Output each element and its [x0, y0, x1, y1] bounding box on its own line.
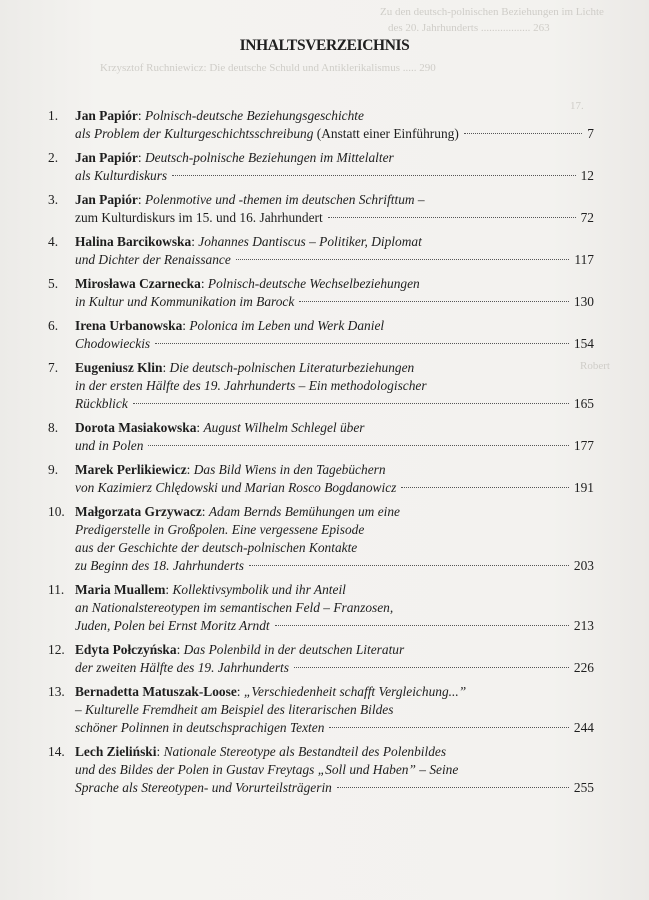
leader-dots: [155, 343, 569, 344]
page-number: 165: [573, 396, 594, 411]
entry-line: Małgorzata Grzywacz: Adam Bernds Bemühungen um eine: [75, 504, 401, 519]
entry-line: [75, 761, 594, 779]
toc-entry: [48, 683, 594, 737]
entry-number: 5.: [48, 276, 59, 291]
entry-body: [75, 107, 594, 143]
entry-title: als Kulturdiskurs: [75, 168, 168, 183]
entry-line: [75, 719, 594, 737]
entry-line: Jan Papiór: Polnisch-deutsche Beziehungsgeschichte: [75, 108, 364, 123]
page-number: 117: [574, 252, 594, 267]
leader-dots: [275, 625, 569, 626]
entry-author: Halina Barcikowska: [75, 234, 192, 249]
entry-line: Edyta Połczyńska: Das Polenbild in der deutschen Literatur: [75, 642, 405, 657]
entry-line: [75, 335, 594, 353]
page-number: 226: [573, 660, 594, 675]
toc-entry: [48, 149, 594, 185]
page-number: 72: [580, 210, 594, 225]
entry-title: Deutsch-polnische Beziehungen im Mittelalter: [144, 150, 394, 165]
entry-title: Die deutsch-polnischen Literaturbeziehungen: [169, 360, 415, 375]
page-number: 154: [573, 336, 594, 351]
show-through-text: Robert: [580, 360, 610, 372]
entry-title: August Wilhelm Schlegel über: [203, 420, 365, 435]
entry-line: [75, 521, 594, 539]
leader-dots: [299, 301, 569, 302]
toc-entry: [48, 581, 594, 635]
entry-title: aus der Geschichte der deutsch-polnischen Kontakte: [75, 540, 358, 555]
entry-title: zu Beginn des 18. Jahrhunderts: [75, 558, 244, 573]
page-number: 7: [587, 126, 594, 141]
entry-title: schöner Polinnen in deutschsprachigen Texten: [75, 720, 325, 735]
entry-title: Das Bild Wiens in den Tagebüchern: [193, 462, 386, 477]
entry-title: Polnisch-deutsche Wechselbeziehungen: [207, 276, 420, 291]
entry-title: als Problem der Kulturgeschichtsschreibung: [75, 126, 314, 141]
entry-body: [75, 419, 594, 455]
entry-line: [75, 659, 594, 677]
entry-title: Das Polenbild in der deutschen Literatur: [183, 642, 405, 657]
leader-dots: [236, 259, 570, 260]
entry-line: [75, 125, 594, 143]
entry-title: und in Polen: [75, 438, 144, 453]
toc-entry: [48, 233, 594, 269]
toc-entry: [48, 641, 594, 677]
toc-entry: [48, 191, 594, 227]
entry-author: Jan Papiór: [75, 192, 138, 207]
entry-title: Nationale Stereotype als Bestandteil des Polenbildes: [163, 744, 447, 759]
show-through-text: Zu den deutsch-polnischen Beziehungen im Lichte: [380, 6, 604, 18]
entry-line: Jan Papiór: Polenmotive und -themen im deutschen Schrifttum –: [75, 192, 425, 207]
entry-body: [75, 581, 594, 635]
entry-author: Lech Zieliński: [75, 744, 157, 759]
entry-body: [75, 641, 594, 677]
entry-author: Maria Muallem: [75, 582, 166, 597]
entry-title: Polonica im Leben und Werk Daniel: [189, 318, 385, 333]
entry-number: 6.: [48, 318, 59, 333]
entry-line: [75, 599, 594, 617]
page-number: 191: [573, 480, 594, 495]
toc-entry: [48, 317, 594, 353]
entry-body: [75, 233, 594, 269]
leader-dots: [464, 133, 582, 134]
show-through-text: Krzysztof Ruchniewicz: Die deutsche Schuld und Antiklerikalismus ..... 290: [100, 62, 436, 74]
entry-title: von Kazimierz Chlędowski und Marian Rosco Bogdanowicz: [75, 480, 397, 495]
entry-line: [75, 779, 594, 797]
page-number: 203: [573, 558, 594, 573]
entry-line: [75, 701, 594, 719]
leader-dots: [294, 667, 569, 668]
entry-number: 2.: [48, 150, 59, 165]
entry-body: [75, 359, 594, 413]
leader-dots: [148, 445, 568, 446]
entry-line: Mirosława Czarnecka: Polnisch-deutsche Wechselbeziehungen: [75, 276, 420, 291]
show-through-text: des 20. Jahrhunderts .................. 263: [388, 22, 550, 34]
entry-number: 1.: [48, 108, 59, 123]
entry-author: Mirosława Czarnecka: [75, 276, 201, 291]
leader-dots: [401, 487, 569, 488]
entry-line: Jan Papiór: Deutsch-polnische Beziehungen im Mittelalter: [75, 150, 394, 165]
entry-title: Johannes Dantiscus – Politiker, Diplomat: [198, 234, 422, 249]
leader-dots: [337, 787, 569, 788]
entry-body: [75, 743, 594, 797]
leader-dots: [172, 175, 575, 176]
entry-body: [75, 191, 594, 227]
entry-line: [75, 437, 594, 455]
entry-number: 14.: [48, 744, 65, 759]
entry-body: [75, 275, 594, 311]
page-number: 177: [573, 438, 594, 453]
entry-line: Halina Barcikowska: Johannes Dantiscus – Politiker, Diplomat: [75, 234, 422, 249]
entry-line: [75, 479, 594, 497]
entry-author: Irena Urbanowska: [75, 318, 183, 333]
leader-dots: [133, 403, 569, 404]
entry-title: Sprache als Stereotypen- und Vorurteilsträgerin: [75, 780, 332, 795]
entry-line: [75, 209, 594, 227]
entry-number: 7.: [48, 360, 59, 375]
entry-title: – Kulturelle Fremdheit am Beispiel des literarischen Bildes: [75, 702, 394, 717]
entry-line: [75, 395, 594, 413]
toc-entry: [48, 743, 594, 797]
entry-title: der zweiten Hälfte des 19. Jahrhunderts: [75, 660, 289, 675]
entry-number: 9.: [48, 462, 59, 477]
table-of-contents: [48, 107, 594, 803]
entry-author: Marek Perlikiewicz: [75, 462, 187, 477]
entry-title: Juden, Polen bei Ernst Moritz Arndt: [75, 618, 270, 633]
entry-body: [75, 683, 594, 737]
toc-entry: [48, 359, 594, 413]
entry-line: Eugeniusz Klin: Die deutsch-polnischen Literaturbeziehungen: [75, 360, 415, 375]
entry-author: Eugeniusz Klin: [75, 360, 163, 375]
entry-line: [75, 539, 594, 557]
entry-line: Maria Muallem: Kollektivsymbolik und ihr Anteil: [75, 582, 346, 597]
entry-title: Rückblick: [75, 396, 128, 411]
entry-title: und Dichter der Renaissance: [75, 252, 231, 267]
entry-number: 8.: [48, 420, 59, 435]
entry-title: und des Bildes der Polen in Gustav Freytags „Soll und Haben” – Seine: [75, 762, 459, 777]
entry-author: Bernadetta Matuszak-Loose: [75, 684, 237, 699]
entry-title: in Kultur und Kommunikation im Barock: [75, 294, 295, 309]
page-number: 244: [573, 720, 594, 735]
entry-author: Jan Papiór: [75, 150, 138, 165]
toc-entry: [48, 461, 594, 497]
entry-title: „Verschiedenheit schafft Vergleichung...”: [243, 684, 467, 699]
entry-number: 13.: [48, 684, 65, 699]
leader-dots: [249, 565, 569, 566]
page-number: 12: [580, 168, 594, 183]
entry-line: Irena Urbanowska: Polonica im Leben und Werk Daniel: [75, 318, 385, 333]
entry-line: [75, 377, 594, 395]
entry-number: 10.: [48, 504, 65, 519]
entry-title: in der ersten Hälfte des 19. Jahrhunderts – Ein methodologischer: [75, 378, 427, 393]
leader-dots: [328, 217, 576, 218]
toc-entry: [48, 275, 594, 311]
entry-line: [75, 167, 594, 185]
entry-author: Małgorzata Grzywacz: [75, 504, 202, 519]
entry-title: an Nationalstereotypen im semantischen Feld – Franzosen,: [75, 600, 394, 615]
entry-line: [75, 617, 594, 635]
toc-entry: [48, 107, 594, 143]
entry-title: Chodowieckis: [75, 336, 151, 351]
entry-author: Jan Papiór: [75, 108, 138, 123]
entry-line: Bernadetta Matuszak-Loose: „Verschiedenheit schafft Vergleichung...”: [75, 684, 467, 699]
show-through-text: 17.: [570, 100, 584, 112]
entry-title: Adam Bernds Bemühungen um eine: [208, 504, 401, 519]
entry-body: [75, 149, 594, 185]
entry-body: [75, 317, 594, 353]
entry-line: [75, 251, 594, 269]
entry-author: Edyta Połczyńska: [75, 642, 177, 657]
entry-line: Dorota Masiakowska: August Wilhelm Schlegel über: [75, 420, 365, 435]
entry-number: 11.: [48, 582, 65, 597]
page-number: 213: [573, 618, 594, 633]
entry-title: Kollektivsymbolik und ihr Anteil: [172, 582, 346, 597]
page-number: 130: [573, 294, 594, 309]
entry-line: [75, 557, 594, 575]
entry-number: 3.: [48, 192, 59, 207]
page-title: INHALTSVERZEICHNIS: [239, 37, 410, 54]
entry-title: Polenmotive und -themen im deutschen Schrifttum –: [144, 192, 425, 207]
entry-line: Lech Zieliński: Nationale Stereotype als Bestandteil des Polenbildes: [75, 744, 447, 759]
entry-title: Polnisch-deutsche Beziehungsgeschichte: [144, 108, 364, 123]
entry-line: [75, 293, 594, 311]
entry-body: [75, 461, 594, 497]
leader-dots: [329, 727, 568, 728]
entry-author: Dorota Masiakowska: [75, 420, 197, 435]
entry-note: (Anstatt einer Einführung): [313, 126, 459, 141]
entry-note: zum Kulturdiskurs im 15. und 16. Jahrhundert: [75, 210, 323, 225]
entry-line: Marek Perlikiewicz: Das Bild Wiens in den Tagebüchern: [75, 462, 386, 477]
page-number: 255: [573, 780, 594, 795]
toc-entry: [48, 503, 594, 575]
entry-body: [75, 503, 594, 575]
entry-number: 12.: [48, 642, 65, 657]
entry-number: 4.: [48, 234, 59, 249]
toc-entry: [48, 419, 594, 455]
entry-title: Predigerstelle in Großpolen. Eine vergessene Episode: [75, 522, 365, 537]
